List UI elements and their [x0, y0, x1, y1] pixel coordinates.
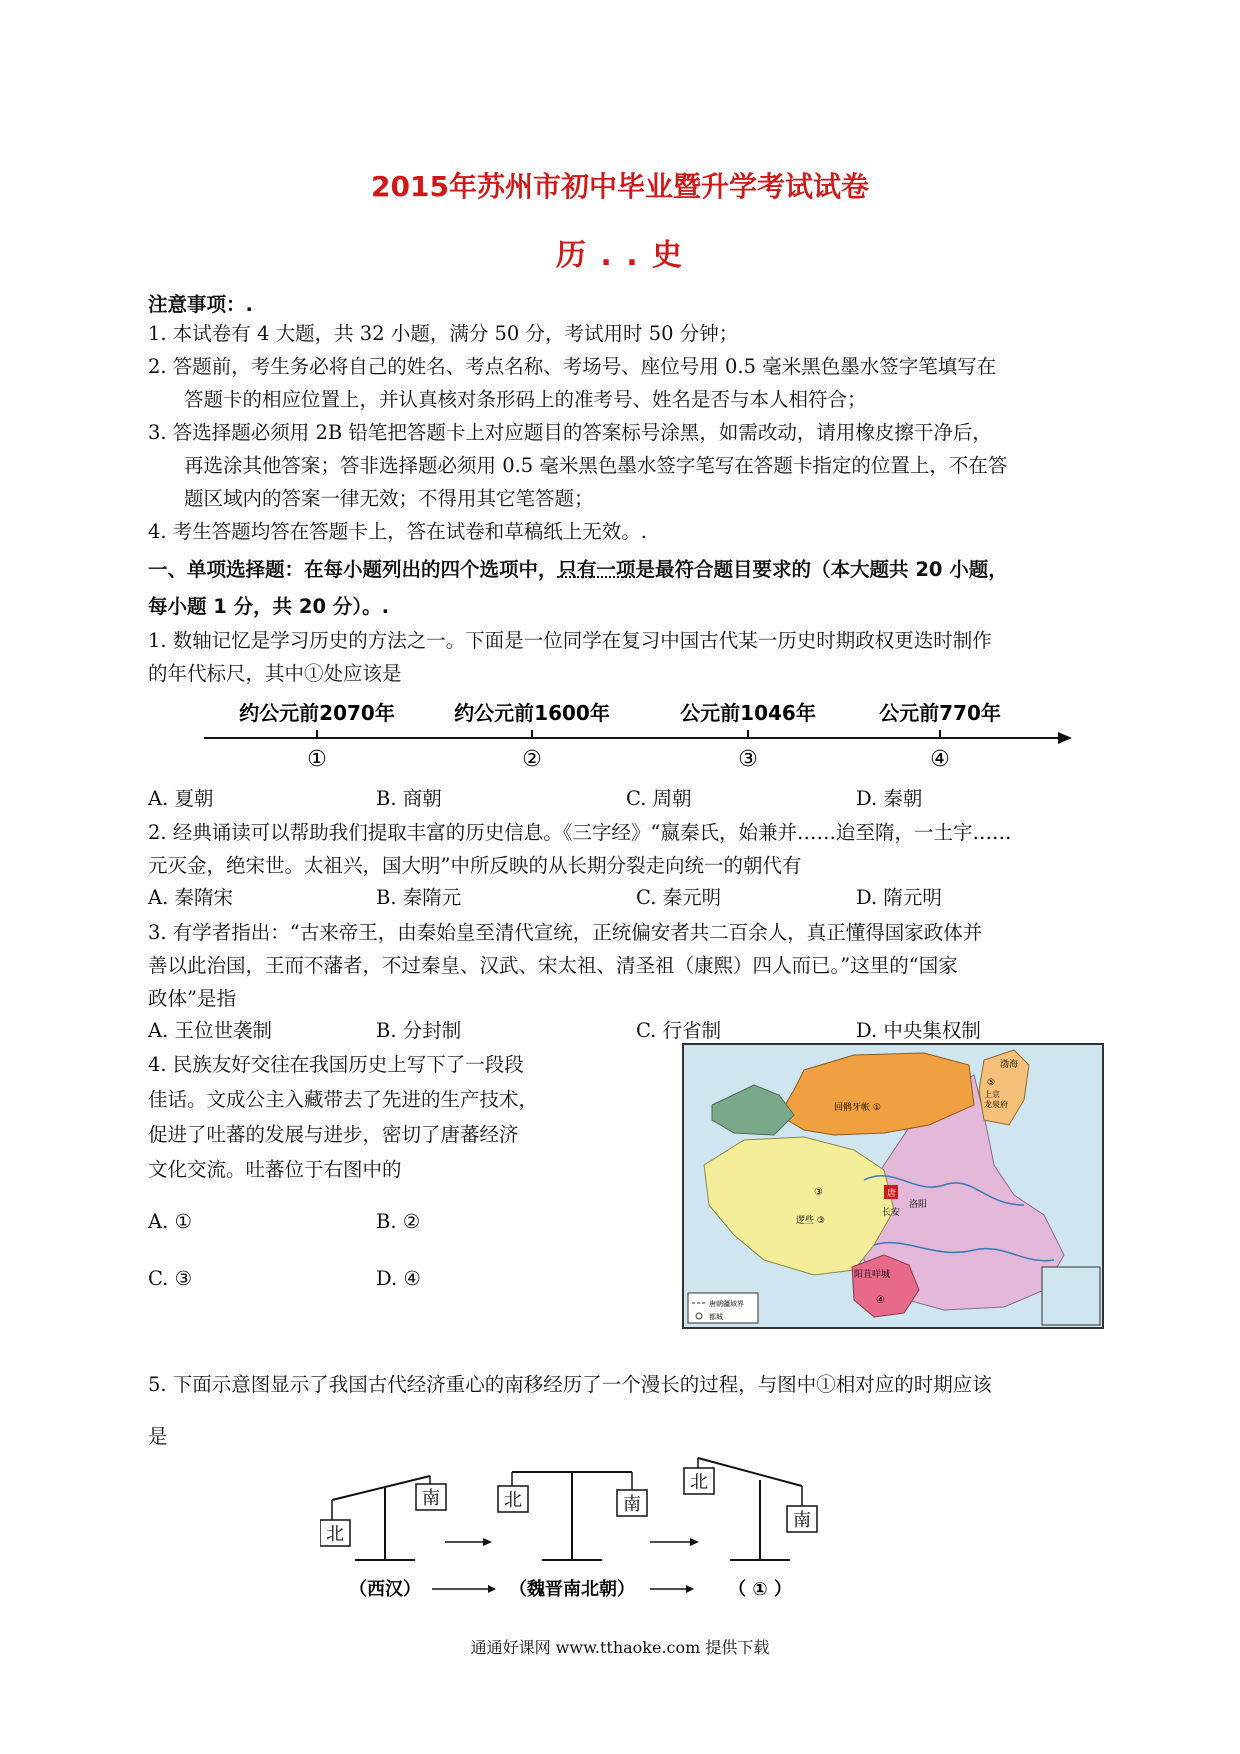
exam-title: 2015年苏州市初中毕业暨升学考试试卷: [371, 170, 869, 203]
section-heading: [148, 553, 1008, 586]
economic-center-diagram: [320, 1450, 840, 1620]
north-label: 北: [690, 1472, 708, 1493]
period-label: （魏晋南北朝）: [509, 1579, 635, 1600]
q4-option-d: D. ④: [376, 1267, 421, 1290]
notice-item: 3. 答选择题必须用 2B 铅笔把答题卡上对应题目的答案标号涂黑，如需改动，请用橡皮擦干净后，: [148, 421, 992, 444]
timeline-label: 约公元前1600年: [454, 701, 610, 725]
tang-dynasty-map: [682, 1043, 1104, 1329]
map-label: 龙泉府: [984, 1100, 1008, 1109]
north-label: 北: [326, 1524, 344, 1545]
notice-heading: 注意事项：.: [148, 293, 253, 316]
q2-option-b: B. 秦隋元: [376, 886, 462, 909]
legend-text: 都城: [709, 1313, 723, 1321]
flow-arrowhead: [690, 1538, 699, 1546]
notice-item: 题区域内的答案一律无效；不得用其它笔答题；: [184, 487, 594, 510]
q4-option-a: A. ①: [148, 1210, 192, 1233]
q1-timeline: [190, 696, 1090, 776]
notice-item: 1. 本试卷有 4 大题，共 32 小题，满分 50 分，考试用时 50 分钟；: [148, 322, 739, 345]
north-label: 北: [504, 1490, 522, 1511]
period-arrowhead: [686, 1585, 694, 1593]
south-label: 南: [422, 1488, 440, 1509]
q2-option-c: C. 秦元明: [636, 886, 722, 909]
period-arrowhead: [488, 1585, 496, 1593]
timeline-label: 公元前1046年: [680, 701, 816, 725]
timeline-arrow: [1058, 732, 1072, 744]
notice-item: 答题卡的相应位置上，并认真核对条形码上的准考号、姓名是否与本人相符合；: [184, 388, 867, 411]
south-label: 南: [793, 1510, 811, 1531]
section-heading-emphasis: 只有一项: [557, 558, 636, 581]
south-label: 南: [623, 1494, 641, 1515]
map-inset: [1042, 1267, 1100, 1325]
q3-option-a: A. 王位世袭制: [148, 1019, 272, 1042]
section-heading-part: 是最符合题目要求的（本大题共 20 小题，: [635, 558, 1008, 581]
q3-stem: 政体”是指: [148, 987, 236, 1010]
timeline-mark: ④: [930, 747, 950, 772]
period-label: （ ① ）: [728, 1579, 792, 1600]
map-label: 上京: [984, 1090, 1000, 1099]
subject-title: 历 . . 史: [555, 238, 685, 273]
map-label: 渤海: [1000, 1060, 1019, 1070]
q5-stem: 5. 下面示意图显示了我国古代经济重心的南移经历了一个漫长的过程，与图中①相对应的时期应该: [148, 1373, 992, 1396]
q1-stem: 1. 数轴记忆是学习历史的方法之一。下面是一位同学在复习中国古代某一历史时期政权更迭时制作: [148, 629, 992, 652]
q4-stem: 文化交流。吐蕃位于右图中的: [148, 1158, 402, 1181]
q4-option-b: B. ②: [376, 1210, 421, 1233]
q1-option-c: C. 周朝: [626, 787, 692, 810]
q1-option-b: B. 商朝: [376, 787, 442, 810]
section-heading-line2: 每小题 1 分，共 20 分）。.: [148, 595, 390, 618]
section-heading-part: 一、单项选择题：在每小题列出的四个选项中，: [148, 558, 558, 581]
q4-stem: 佳话。文成公主入藏带去了先进的生产技术，: [148, 1088, 539, 1111]
notice-item: 再选涂其他答案；答非选择题必须用 0.5 毫米黑色墨水签字笔写在答题卡指定的位置上，不在答: [184, 454, 1008, 477]
map-label: ⑤: [987, 1078, 996, 1088]
q5-stem: 是: [148, 1425, 168, 1448]
timeline-mark: ②: [522, 747, 542, 772]
timeline-mark: ①: [307, 747, 327, 772]
q3-stem: 3. 有学者指出：“古来帝王，由秦始皇至清代宣统，正统偏安者共二百余人，真正懂得国家政体并: [148, 921, 983, 944]
map-label: ④: [876, 1295, 885, 1306]
map-label: 逻些 ③: [796, 1216, 825, 1226]
map-label: 唐: [887, 1189, 897, 1199]
q1-option-a: A. 夏朝: [148, 787, 214, 810]
timeline-mark: ③: [738, 747, 758, 772]
q4-option-c: C. ③: [148, 1267, 193, 1290]
map-label: 洛阳: [909, 1200, 928, 1210]
flow-arrowhead: [483, 1538, 492, 1546]
q4-stem: 促进了吐蕃的发展与进步，密切了唐蕃经济: [148, 1123, 519, 1146]
map-label: 回鹘牙帐 ①: [834, 1103, 881, 1113]
q3-option-d: D. 中央集权制: [856, 1019, 981, 1042]
timeline-label: 约公元前2070年: [239, 701, 395, 725]
q3-option-b: B. 分封制: [376, 1019, 462, 1042]
q3-stem: 善以此治国，王而不藩者，不过秦皇、汉武、宋太祖、清圣祖（康熙）四人而已。”这里的“国家: [148, 954, 958, 977]
map-svg: [684, 1045, 1102, 1327]
notice-item: 4. 考生答题均答在答题卡上，答在试卷和草稿纸上无效。.: [148, 520, 648, 543]
period-label: （西汉）: [349, 1579, 421, 1600]
q3-option-c: C. 行省制: [636, 1019, 722, 1042]
q2-option-a: A. 秦隋宋: [148, 886, 233, 909]
q2-option-d: D. 隋元明: [856, 886, 942, 909]
q4-stem: 4. 民族友好交往在我国历史上写下了一段段: [148, 1053, 524, 1076]
q2-stem: 元灭金，绝宋世。太祖兴，国大明”中所反映的从长期分裂走向统一的朝代有: [148, 854, 802, 877]
notice-item: 2. 答题前，考生务必将自己的姓名、考点名称、考场号、座位号用 0.5 毫米黑色墨水签字笔填写在: [148, 355, 997, 378]
map-label: 阳苴咩城: [854, 1270, 891, 1280]
footer-text: 通通好课网 www.tthaoke.com 提供下载: [470, 1638, 770, 1657]
map-label: 长安: [882, 1208, 901, 1218]
timeline-label: 公元前770年: [879, 701, 1001, 725]
q2-stem: 2. 经典诵读可以帮助我们提取丰富的历史信息。《三字经》“嬴秦氏，始兼并……迨至隋，一土宇……: [148, 821, 1012, 844]
q1-option-d: D. 秦朝: [856, 787, 923, 810]
q1-stem: 的年代标尺，其中①处应该是: [148, 662, 402, 685]
map-label: ③: [814, 1187, 823, 1198]
legend-text: 唐朝疆域界: [709, 1300, 744, 1308]
